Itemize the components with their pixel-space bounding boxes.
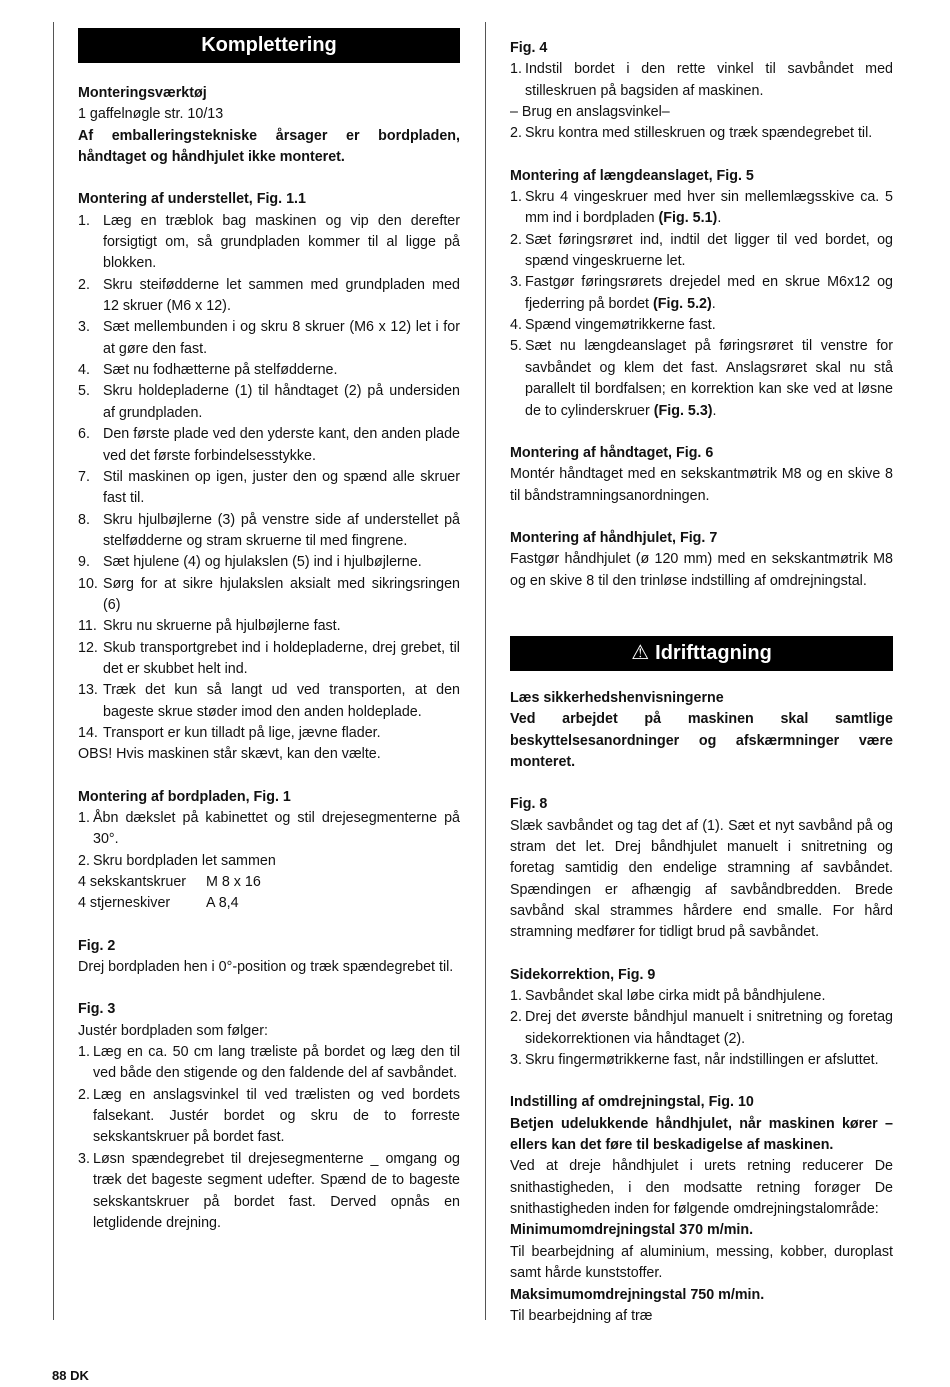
list-item: 7. Stil maskinen op igen, juster den og spænd alle skruer fast til. — [78, 468, 460, 507]
speed-warning: Betjen udelukkende håndhjulet, når maskinen kører – ellers kan det føre til beskadigelse af maskinen. — [510, 1115, 893, 1154]
left-column — [78, 28, 460, 1234]
parts-row: 4 stjerneskiver A 8,4 — [78, 895, 239, 912]
list-item: 5. Sæt nu længdeanslaget på føringsrøret til venstre for savbåndet og klem det fast. Anslagsrøret skal nu stå parallelt til bordfalsen; en korrektion kan ske ved at løsne de to cylinderskruer (Fig. 5.3). — [510, 338, 893, 419]
table-steps — [78, 808, 460, 872]
safety-text: Ved arbejdet på maskinen skal samtlige beskyttelsesanordninger og afskærmninger være monteret. — [510, 711, 893, 770]
parts-row: 4 sekskantskruer M 8 x 16 — [78, 874, 261, 891]
list-item: 14. Transport er kun tilladt på lige, jævne flader. — [78, 724, 381, 741]
table-heading: Montering af bordpladen, Fig. 1 — [78, 788, 291, 805]
fig3-heading: Fig. 3 — [78, 1001, 116, 1018]
list-item: 9. Sæt hjulene (4) og hjulakslen (5) ind i hjulbøjlerne. — [78, 554, 422, 571]
obs-note: OBS! Hvis maskinen står skævt, kan den vælte. — [78, 746, 381, 763]
section-banner-komplettering: Komplettering — [78, 28, 460, 63]
center-column-rule — [485, 22, 486, 1320]
speed-text: Ved at dreje håndhjulet i urets retning reducerer De snithastigheden, i den modsatte retning forøger De snithastigheden inden for følgende omdrejningstalområde: — [510, 1158, 893, 1218]
right-column — [510, 28, 893, 1327]
section-banner-idrifttagning — [510, 636, 893, 671]
side-heading: Sidekorrektion, Fig. 9 — [510, 966, 656, 983]
warning-icon: ⚠ — [631, 641, 650, 664]
list-item: 1. Savbåndet skal løbe cirka midt på båndhjulene. — [510, 988, 826, 1005]
fig4-heading: Fig. 4 — [510, 40, 548, 56]
list-item: 3. Sæt mellembunden i og skru 8 skruer (M6 x 12) let i for at gøre den fast. — [78, 319, 460, 357]
list-item: 1. Skru 4 vingeskruer med hver sin mellemlægsskive ca. 5 mm ind i bordpladen (Fig. 5.1). — [510, 189, 893, 227]
list-item: 13. Træk det kun så langt ud ved transporten, at den bageste skrue støder imod den anden holdeplade. — [78, 682, 460, 720]
max-speed-text: Til bearbejdning af træ — [510, 1307, 653, 1324]
fig8-heading: Fig. 8 — [510, 796, 548, 813]
fig4-note: – Brug en anslagsvinkel– — [510, 104, 670, 121]
side-steps — [510, 986, 893, 1071]
list-item: 6. Den første plade ved den yderste kant, den anden plade ved det første forbindelsesstykke. — [78, 426, 460, 464]
wheel-heading: Montering af håndhjulet, Fig. 7 — [510, 529, 718, 546]
banner-title: Idrifttagning — [655, 641, 772, 664]
tools-item: 1 gaffelnøgle str. 10/13 — [78, 106, 224, 123]
fig4-steps-cont — [510, 123, 893, 144]
fig2-text: Drej bordpladen hen i 0°-position og træk spændegrebet til. — [78, 959, 454, 976]
handle-heading: Montering af håndtaget, Fig. 6 — [510, 444, 714, 461]
list-item: 10. Sørg for at sikre hjulakslen aksialt med sikringsringen (6) — [78, 575, 460, 613]
list-item: 3. Løsn spændegrebet til drejesegmenterne _ omgang og træk det bageste segment udefter. Spænd de to bageste sekskantskruer på bordet fast. Derved opnås en letglidende drejning. — [78, 1150, 460, 1231]
list-item: 8. Skru hjulbøjlerne (3) på venstre side af understellet på stelfødderne og stram skruerne til med fingrene. — [78, 511, 460, 549]
speed-heading: Indstilling af omdrejningstal, Fig. 10 — [510, 1094, 754, 1111]
list-item: 4. Spænd vingemøtrikkerne fast. — [510, 317, 716, 334]
tools-heading: Monteringsværktøj — [78, 85, 207, 101]
list-item: 2. Sæt føringsrøret ind, indtil det ligger til ved bordet, og spænd vingeskruerne let. — [510, 231, 893, 270]
list-item: 2. Læg en anslagsvinkel til ved trælisten og ved bordets falsekant. Justér bordet og skru de to forreste sekskantskruer på bordet fast. — [78, 1086, 460, 1146]
min-speed-label: Minimumomdrejningstal 370 m/min. — [510, 1222, 754, 1239]
fig8-text: Slæk savbåndet og tag det af (1). Sæt et nyt savbånd på og stram det let. Drej båndhjulet manuelt i snitretning og foretag samtidig den endelige stramning af savbåndet. Spændingen er afhængig af savbåndbredden. Brede savbånd skal strammes hårdere end smalle. For hård stramning medfører for tidligt brud på savbåndet. — [510, 817, 893, 941]
list-item: 5. Skru holdepladerne (1) til håndtaget (2) på undersiden af grundpladen. — [78, 383, 460, 421]
fig3-intro: Justér bordpladen som følger: — [78, 1022, 268, 1039]
list-item: 1. Indstil bordet i den rette vinkel til savbåndet med stilleskruen på bagsiden af maskinen. — [510, 61, 893, 99]
list-item: 2. Skru bordpladen let sammen — [78, 852, 276, 869]
list-item: 12. Skub transportgrebet ind i holdepladerne, drej grebet, til det er skubbet helt ind. — [78, 639, 460, 677]
safety-heading: Læs sikkerhedshenvisningerne — [510, 689, 724, 706]
list-item: 3. Fastgør føringsrørets drejedel med en skrue M6x12 og fjederring på bordet (Fig. 5.2). — [510, 274, 893, 312]
list-item: 1. Læg en træblok bag maskinen og vip den derefter forsigtigt om, så grundpladen kommer til al ligge på blokken. — [78, 212, 460, 272]
page-footer: 88 DK — [52, 1368, 89, 1383]
handle-text: Montér håndtaget med en sekskantmøtrik M8 og en skive 8 til båndstramningsanordningen. — [510, 466, 893, 504]
min-speed-text: Til bearbejdning af aluminium, messing, kobber, duroplast samt hårde kunststoffer. — [510, 1243, 893, 1282]
packing-note: Af emballeringstekniske årsager er bordpladen, håndtaget og håndhjulet ikke monteret. — [78, 127, 460, 166]
list-item: 2. Skru steifødderne let sammen med grundpladen med 12 skruer (M6 x 12). — [78, 276, 460, 315]
list-item: 1. Læg en ca. 50 cm lang træliste på bordet og læg den til ved både den stigende og den faldende del af savbåndet. — [78, 1044, 460, 1082]
left-margin-rule — [53, 22, 54, 1320]
list-item: 2. Drej det øverste båndhjul manuelt i snitretning og foretag sidekorrektionen via håndtaget (2). — [510, 1009, 893, 1047]
undercarriage-steps — [78, 211, 460, 745]
list-item: 4. Sæt nu fodhætterne på stelfødderne. — [78, 362, 338, 379]
fig2-heading: Fig. 2 — [78, 937, 116, 954]
fence-heading: Montering af længdeanslaget, Fig. 5 — [510, 167, 754, 184]
list-item: 2. Skru kontra med stilleskruen og træk spændegrebet til. — [510, 125, 873, 142]
wheel-text: Fastgør håndhjulet (ø 120 mm) med en sekskantmøtrik M8 og en skive 8 til den trinløse indstilling af omdrejningstal. — [510, 551, 893, 589]
max-speed-label: Maksimumomdrejningstal 750 m/min. — [510, 1286, 765, 1303]
list-item: 11. Skru nu skruerne på hjulbøjlerne fast. — [78, 618, 341, 635]
fence-steps — [510, 187, 893, 422]
fig3-steps — [78, 1042, 460, 1234]
fig4-steps — [510, 59, 893, 102]
list-item: 1. Åbn dækslet på kabinettet og stil drejesegmenterne på 30°. — [78, 810, 460, 848]
undercarriage-heading: Montering af understellet, Fig. 1.1 — [78, 191, 306, 208]
list-item: 3. Skru fingermøtrikkerne fast, når indstillingen er afsluttet. — [510, 1052, 879, 1069]
